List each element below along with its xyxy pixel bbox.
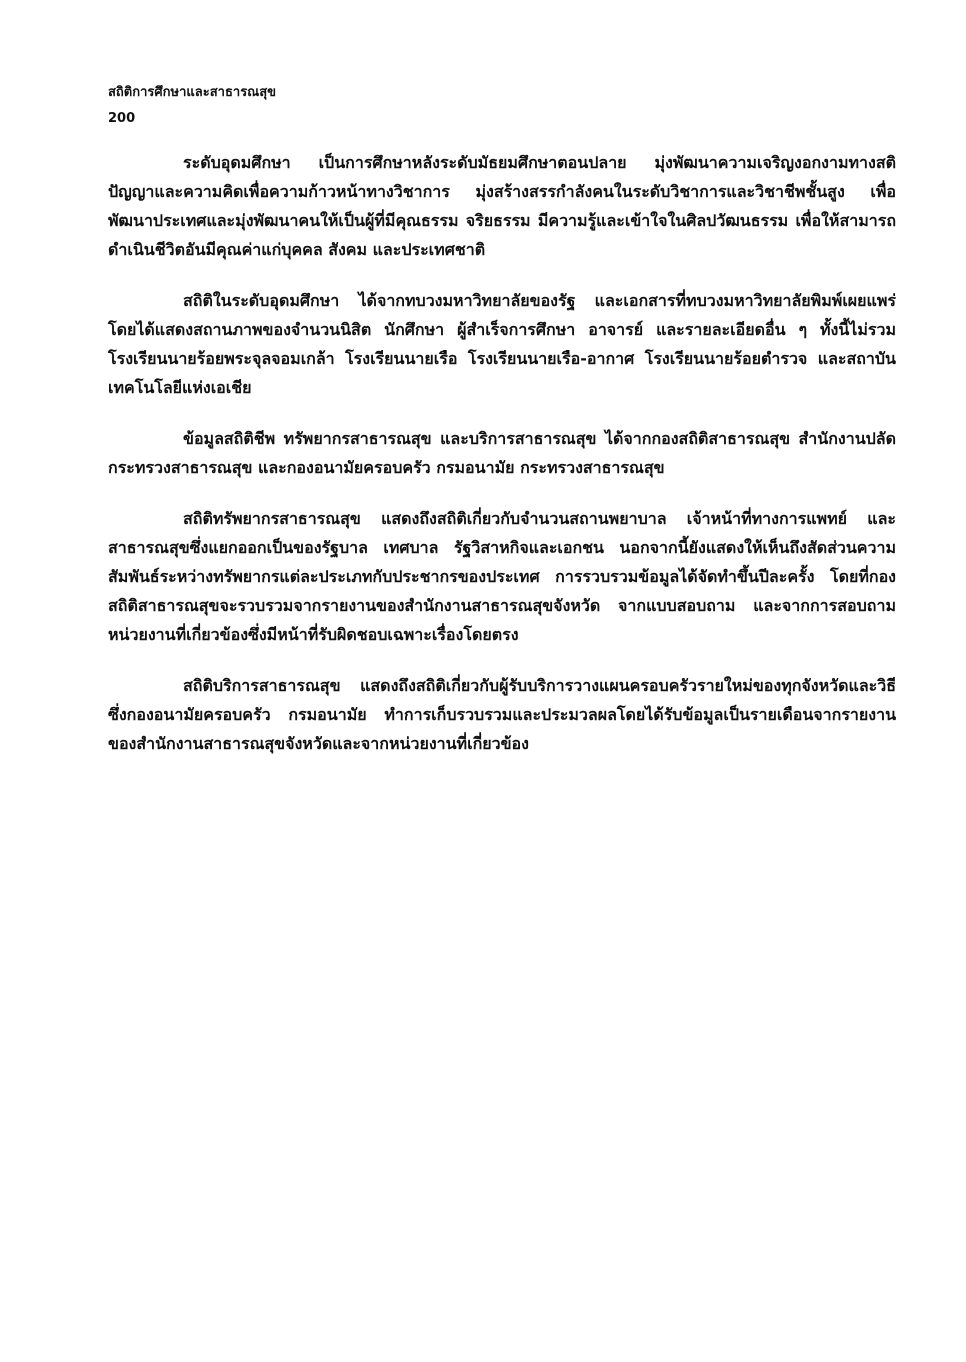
running-title: สถิติการศึกษาและสาธารณสุข	[108, 85, 277, 100]
body-text	[108, 148, 896, 780]
paragraph-vital-statistics-source: ข้อมูลสถิติชีพ ทรัพยากรสาธารณสุข และบริการสาธารณสุข ได้จากกองสถิติสาธารณสุข สำนักงานปลัดกระทรวงสาธารณสุข และกองอนามัยครอบครัว กรมอนามัย กระทรวงสาธารณสุข	[108, 429, 896, 477]
paragraph-higher-education: ระดับอุดมศึกษา เป็นการศึกษาหลังระดับมัธยมศึกษาตอนปลาย มุ่งพัฒนาความเจริญงอกงามทางสติปัญญาและความคิดเพื่อความก้าวหน้าทางวิชาการ มุ่งสร้างสรรกำลังคนในระดับวิชาการและวิชาชีพชั้นสูง เพื่อพัฒนาประเทศและมุ่งพัฒนาคนให้เป็นผู้ที่มีคุณธรรม จริยธรรม มีความรู้และเข้าใจในศิลปวัฒนธรรม เพื่อให้สามารถดำเนินชีวิตอันมีคุณค่าแก่บุคคล สังคม และประเทศชาติ	[108, 153, 896, 259]
paragraph-health-services: สถิติบริการสาธารณสุข แสดงถึงสถิติเกี่ยวกับผู้รับบริการวางแผนครอบครัวรายใหม่ของทุกจังหวัดและวิธี ซึ่งกองอนามัยครอบครัว กรมอนามัย ทำการเก็บรวบรวมและประมวลผลโดยได้รับข้อมูลเป็นรายเดือนจากรายงานของสำนักงานสาธารณสุขจังหวัดและจากหน่วยงานที่เกี่ยวข้อง	[108, 676, 896, 753]
page-header	[108, 80, 276, 132]
page-number: 200	[108, 111, 136, 126]
paragraph-higher-education-statistics: สถิติในระดับอุดมศึกษา ได้จากทบวงมหาวิทยาลัยของรัฐ และเอกสารที่ทบวงมหาวิทยาลัยพิมพ์เผยแพร่โดยได้แสดงสถานภาพของจำนวนนิสิต นักศึกษา ผู้สำเร็จการศึกษา อาจารย์ และรายละเอียดอื่น ๆ ทั้งนี้ไม่รวมโรงเรียนนายร้อยพระจุลจอมเกล้า โรงเรียนนายเรือ โรงเรียนนายเรือ-อากาศ โรงเรียนนายร้อยตำรวจ และสถาบันเทคโนโลยีแห่งเอเชีย	[108, 291, 896, 397]
paragraph-health-resources: สถิติทรัพยากรสาธารณสุข แสดงถึงสถิติเกี่ยวกับจำนวนสถานพยาบาล เจ้าหน้าที่ทางการแพทย์ และสาธารณสุขซึ่งแยกออกเป็นของรัฐบาล เทศบาล รัฐวิสาหกิจและเอกชน นอกจากนี้ยังแสดงให้เห็นถึงสัดส่วนความสัมพันธ์ระหว่างทรัพยากรแต่ละประเภทกับประชากรของประเทศ การรวบรวมข้อมูลได้จัดทำขึ้นปีละครั้ง โดยที่กองสถิติสาธารณสุขจะรวบรวมจากรายงานของสำนักงานสาธารณสุขจังหวัด จากแบบสอบถาม และจากการสอบถามหน่วยงานที่เกี่ยวข้องซึ่งมีหน้าที่รับผิดชอบเฉพาะเรื่องโดยตรง	[108, 509, 896, 644]
